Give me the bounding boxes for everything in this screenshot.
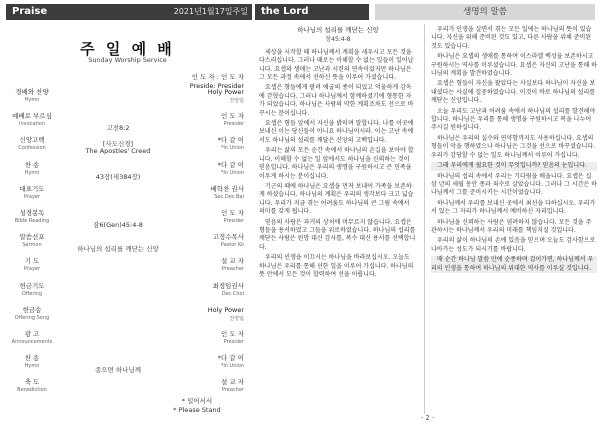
worship-order-panel xyxy=(0,0,255,424)
sermon-paragraph: 오늘 우리도 고난과 어려움 속에서 하나님의 섭리를 발견해야 합니다. 하나님은 우리를 통해 생명을 구원하시고 복을 나누어 주시길 원하십니다. xyxy=(431,107,596,132)
order-item-detail-2: 하나님의 섭리를 깨닫는 신앙 xyxy=(77,245,159,254)
order-item-korean: 대표기도 xyxy=(19,184,45,193)
order-item-english: Hymn xyxy=(24,363,40,370)
order-item-detail-2: 종으면 하나님께 xyxy=(94,366,142,375)
sermon-highlight: 그래 우리에게 필요한 것이 무엇입니까? 믿음의 눈입니다. xyxy=(431,162,597,170)
worship-order-row xyxy=(8,112,248,132)
worship-order-row xyxy=(8,354,248,374)
order-item-english: Prayer xyxy=(23,266,41,273)
order-item-role-english: Dec.Choi xyxy=(221,290,244,297)
presider-note-kor: 인 도 자 : 인 도 자 xyxy=(191,73,244,81)
order-item-role-english: 찬양팀 xyxy=(229,315,244,322)
order-item-role-english: *In Union xyxy=(220,363,244,370)
word-of-life-label: 생명의 말씀 xyxy=(375,4,595,20)
sermon-paragraph: 하나님을 신뢰하는 사람은 염려하지 않습니다. 모든 것을 주관하시는 하나님께서 우리의 미래를 책임지실 것입니다. xyxy=(431,218,592,234)
worship-order-row xyxy=(8,161,248,181)
worship-order-row xyxy=(8,136,248,156)
sermon-paragraph: 하나님은 우리의 실수와 연약함까지도 사용하십니다. 요셉의 형들이 악을 행하였으나 하나님은 그것을 선으로 바꾸셨습니다. 우리가 감당할 수 없는 일도 하나님께서 이루어 가십니다. xyxy=(431,134,596,159)
order-item-english: Offering xyxy=(21,290,43,297)
stand-note-kor: * 일어서서 xyxy=(181,397,213,405)
order-item-english: Hymn xyxy=(24,97,40,103)
praise-tab: Praise xyxy=(12,6,48,17)
order-item-role-english: Pastor Ko xyxy=(220,242,244,249)
order-item-korean: 광 고 xyxy=(24,330,40,338)
worship-order-row xyxy=(8,257,248,277)
order-item-role: *다 같 이 xyxy=(217,136,244,145)
order-item-korean: 헌금기도 xyxy=(19,281,45,290)
order-item-korean: 말씀선포 xyxy=(19,233,45,242)
sermon-column-1-body xyxy=(259,49,417,280)
sermon-paragraph: 우리는 삶의 모든 순간 속에서 하나님의 손길을 보아야 합니다. 이해할 수 없는 일 앞에서도 하나님을 신뢰하는 것이 믿음입니다. 하나님은 우리의 생명을 구원하시고 큰 민족을 이루게 하시는 분이십니다. xyxy=(259,147,414,180)
order-item-english: Invocation xyxy=(18,121,46,128)
order-item-korean: 신앙고백 xyxy=(19,136,45,145)
sermon-column-2-body xyxy=(431,26,597,273)
sermon-paragraph: 요셉은 형들이 자신을 팔았다는 사실보다 하나님이 자신을 보내셨다는 사실에 집중하였습니다. 이것이 바로 하나님의 섭리를 깨닫는 신앙입니다. xyxy=(431,80,596,105)
stand-note-eng: * Please Stand xyxy=(173,406,221,414)
order-item-korean: 찬 송 xyxy=(24,160,40,169)
order-item-korean: 성경봉독 xyxy=(19,209,45,217)
order-item-role: 인 도 자 xyxy=(221,330,244,338)
order-item-role: 배학찬 권사 xyxy=(210,184,244,193)
order-item-english: Offering Song xyxy=(14,314,50,321)
order-item-role: 인 도 자 xyxy=(221,112,244,121)
lord-header xyxy=(255,4,600,20)
order-item-english: Bible Reading xyxy=(14,218,50,224)
order-item-role-english: Preacher xyxy=(221,387,244,394)
sermon-paragraph: 요셉은 형들에게 팔려 애굽의 종이 되었고 억울하게 감옥에 갇혔습니다. 그러나 하나님께서 함께하셨기에 형통한 자가 되었습니다. 하나님은 사람의 악한 계획조차도 선으로 바꾸시는 분이십니다. xyxy=(259,84,414,117)
sermon-paragraph: 세상을 시작할 때 하나님께서 계획을 세우시고 모든 것을 다스리십니다. 그러나 때로는 이해할 수 없는 일들이 일어납니다. 요셉의 생애는 고난과 시련의 연속이었지만 하나님은 그 모든 과정 속에서 선하신 뜻을 이루어 가셨습니다. xyxy=(259,48,414,82)
order-item-english: Announcements xyxy=(11,339,53,345)
order-item-english: Prayer xyxy=(23,193,41,200)
presider-note-eng: Preside: Presider xyxy=(189,82,244,90)
sermon-title: 하나님의 섭리를 깨닫는 신앙 xyxy=(297,26,379,34)
order-item-role: 설 교 자 xyxy=(221,378,244,387)
order-item-korean: 축 도 xyxy=(24,378,40,387)
sermon-paragraph: 하나님께서 우리를 보내신 곳에서 최선을 다하십시오. 우리가 서 있는 그 자리가 하나님께서 예비하신 자리입니다. xyxy=(431,199,596,216)
order-item-detail-2: 43장(새384장) xyxy=(95,172,141,181)
sermon-paragraph: 우리의 인생을 이끄시는 하나님을 바라보십시오. 오늘도 하나님은 우리를 통해 선한 일을 이루어 가십니다. 하나님의 뜻 안에서 모든 것이 합력하여 선을 이룹니다. xyxy=(259,254,414,278)
order-item-korean: 기 도 xyxy=(24,257,40,266)
sermon-paragraph: 우리의 삶이 하나님의 손에 있음을 믿으며 오늘도 감사함으로 나아가는 성도가 되시기를 바랍니다. xyxy=(431,237,596,253)
order-item-role-english: 찬양팀 xyxy=(229,98,244,104)
order-item-role: 고정수목사 xyxy=(212,233,244,242)
order-item-korean: 예배로 부르심 xyxy=(12,112,52,121)
worship-order-row xyxy=(8,330,248,350)
sermon-paragraph: 기근의 때에 하나님은 요셉을 먼저 보내어 가족을 보존하게 하셨습니다. 하나님의 계획은 우리의 생각보다 크고 넓습니다. 우리가 지금 겪는 어려움도 하나님의 큰 그림 속에서 의미를 갖게 됩니다. xyxy=(259,182,414,216)
lord-tab: the Lord xyxy=(255,4,369,20)
order-item-detail-2: 고전8:2 xyxy=(106,124,130,133)
worship-order-row xyxy=(8,306,248,326)
order-item-role: *다 같 이 xyxy=(217,354,244,363)
praise-header xyxy=(6,4,252,20)
worship-order-row xyxy=(8,282,248,302)
sermon-paragraph: 하나님은 요셉의 생애를 통하여 이스라엘 백성을 보존하시고 구원하시는 역사를 이루셨습니다. 요셉은 자신의 고난을 통해 하나님의 계획을 발견하였습니다. xyxy=(431,53,597,78)
order-item-english: Benediction xyxy=(17,387,47,394)
sermon-paragraph: 우리가 인생을 살면서 겪는 모든 일에는 하나님의 뜻이 있습니다. 자신을 위해 준비된 것도 있고, 다른 사람을 위해 준비된 것도 있습니다. xyxy=(431,26,592,50)
worship-order-row xyxy=(8,185,248,205)
page-subtitle: Sunday Worship Service xyxy=(88,56,167,64)
order-item-role-english: Preacher xyxy=(221,266,244,273)
column-divider xyxy=(424,24,425,414)
sermon-highlight: 매 순간 하나님 말씀 안에 순종하며 걸어가면, 하나님께서 우리의 인생을 통하여 하나님의 위대한 역사를 이루실 것입니다. xyxy=(431,256,597,273)
order-item-role: 최정임권사 xyxy=(212,281,244,290)
order-item-korean: 헌금송 xyxy=(22,305,42,314)
sermon-column-1 xyxy=(259,26,417,281)
worship-order-row xyxy=(8,378,248,398)
order-item-role: *다 같 이 xyxy=(217,160,244,169)
stand-note xyxy=(150,397,244,415)
order-item-english: Hymn xyxy=(24,169,40,176)
order-item-detail-2: The Apostles' Creed xyxy=(85,147,151,156)
sermon-column-2 xyxy=(431,26,597,275)
service-date: 2021년1월17일주일 xyxy=(173,7,248,16)
order-item-role: 설 교 자 xyxy=(221,257,244,266)
order-item-korean: 경배와 찬양 xyxy=(15,88,49,96)
order-item-detail-2: 잠6(Gen)45:4-8 xyxy=(93,221,143,229)
sermon-panel xyxy=(255,0,600,424)
order-item-role-english: Presider xyxy=(223,121,244,128)
order-item-korean: 찬 송 xyxy=(24,354,40,363)
page-number: - 2 - xyxy=(420,414,435,422)
worship-order-row xyxy=(8,88,248,108)
order-item-role-english: *In Union xyxy=(220,145,244,152)
order-item-role-english: Sec.Dec.Bai xyxy=(214,193,244,200)
order-item-role-english: Presider xyxy=(223,218,244,224)
sermon-reference: 창45:4-8 xyxy=(325,36,351,44)
order-item-english: Confession xyxy=(18,145,46,152)
worship-order-row xyxy=(8,233,248,253)
order-item-role: 인 도 자 xyxy=(221,209,244,217)
order-item-role: Holy Power xyxy=(207,305,244,314)
order-item-role-english: Presider xyxy=(223,339,244,345)
order-item-english: Sermon xyxy=(22,242,42,249)
order-item-detail: [사도신경] xyxy=(102,140,134,149)
sermon-paragraph: 믿음의 사람은 과거의 상처에 머무르지 않습니다. 요셉은 형들을 용서하였고 그들을 위로하였습니다. 하나님의 섭리를 깨닫는 사람은 원망 대신 감사를, 복수 대신 용서를 선택합니다. xyxy=(259,218,416,251)
order-item-role: Holy Power xyxy=(207,88,244,96)
order-item-role-english: *In Union xyxy=(220,169,244,176)
page-title: 주 일 예 배 xyxy=(80,40,175,58)
sermon-paragraph: 하나님의 섭리 속에서 우리는 기다림을 배웁니다. 요셉은 십삼 년의 세월 동안 종과 죄수로 살았습니다. 그러나 그 시간은 하나님께서 그를 준비시키는 시간이었습니다. xyxy=(431,172,597,197)
sermon-paragraph: 요셉은 형들 앞에서 자신을 밝히며 말합니다. 나를 이곳에 보내신 이는 당신들이 아니요 하나님이시라. 이는 고난 속에서도 하나님의 섭리를 깨달은 신앙의 고백입니다. xyxy=(259,120,414,144)
worship-order-row xyxy=(8,209,248,229)
